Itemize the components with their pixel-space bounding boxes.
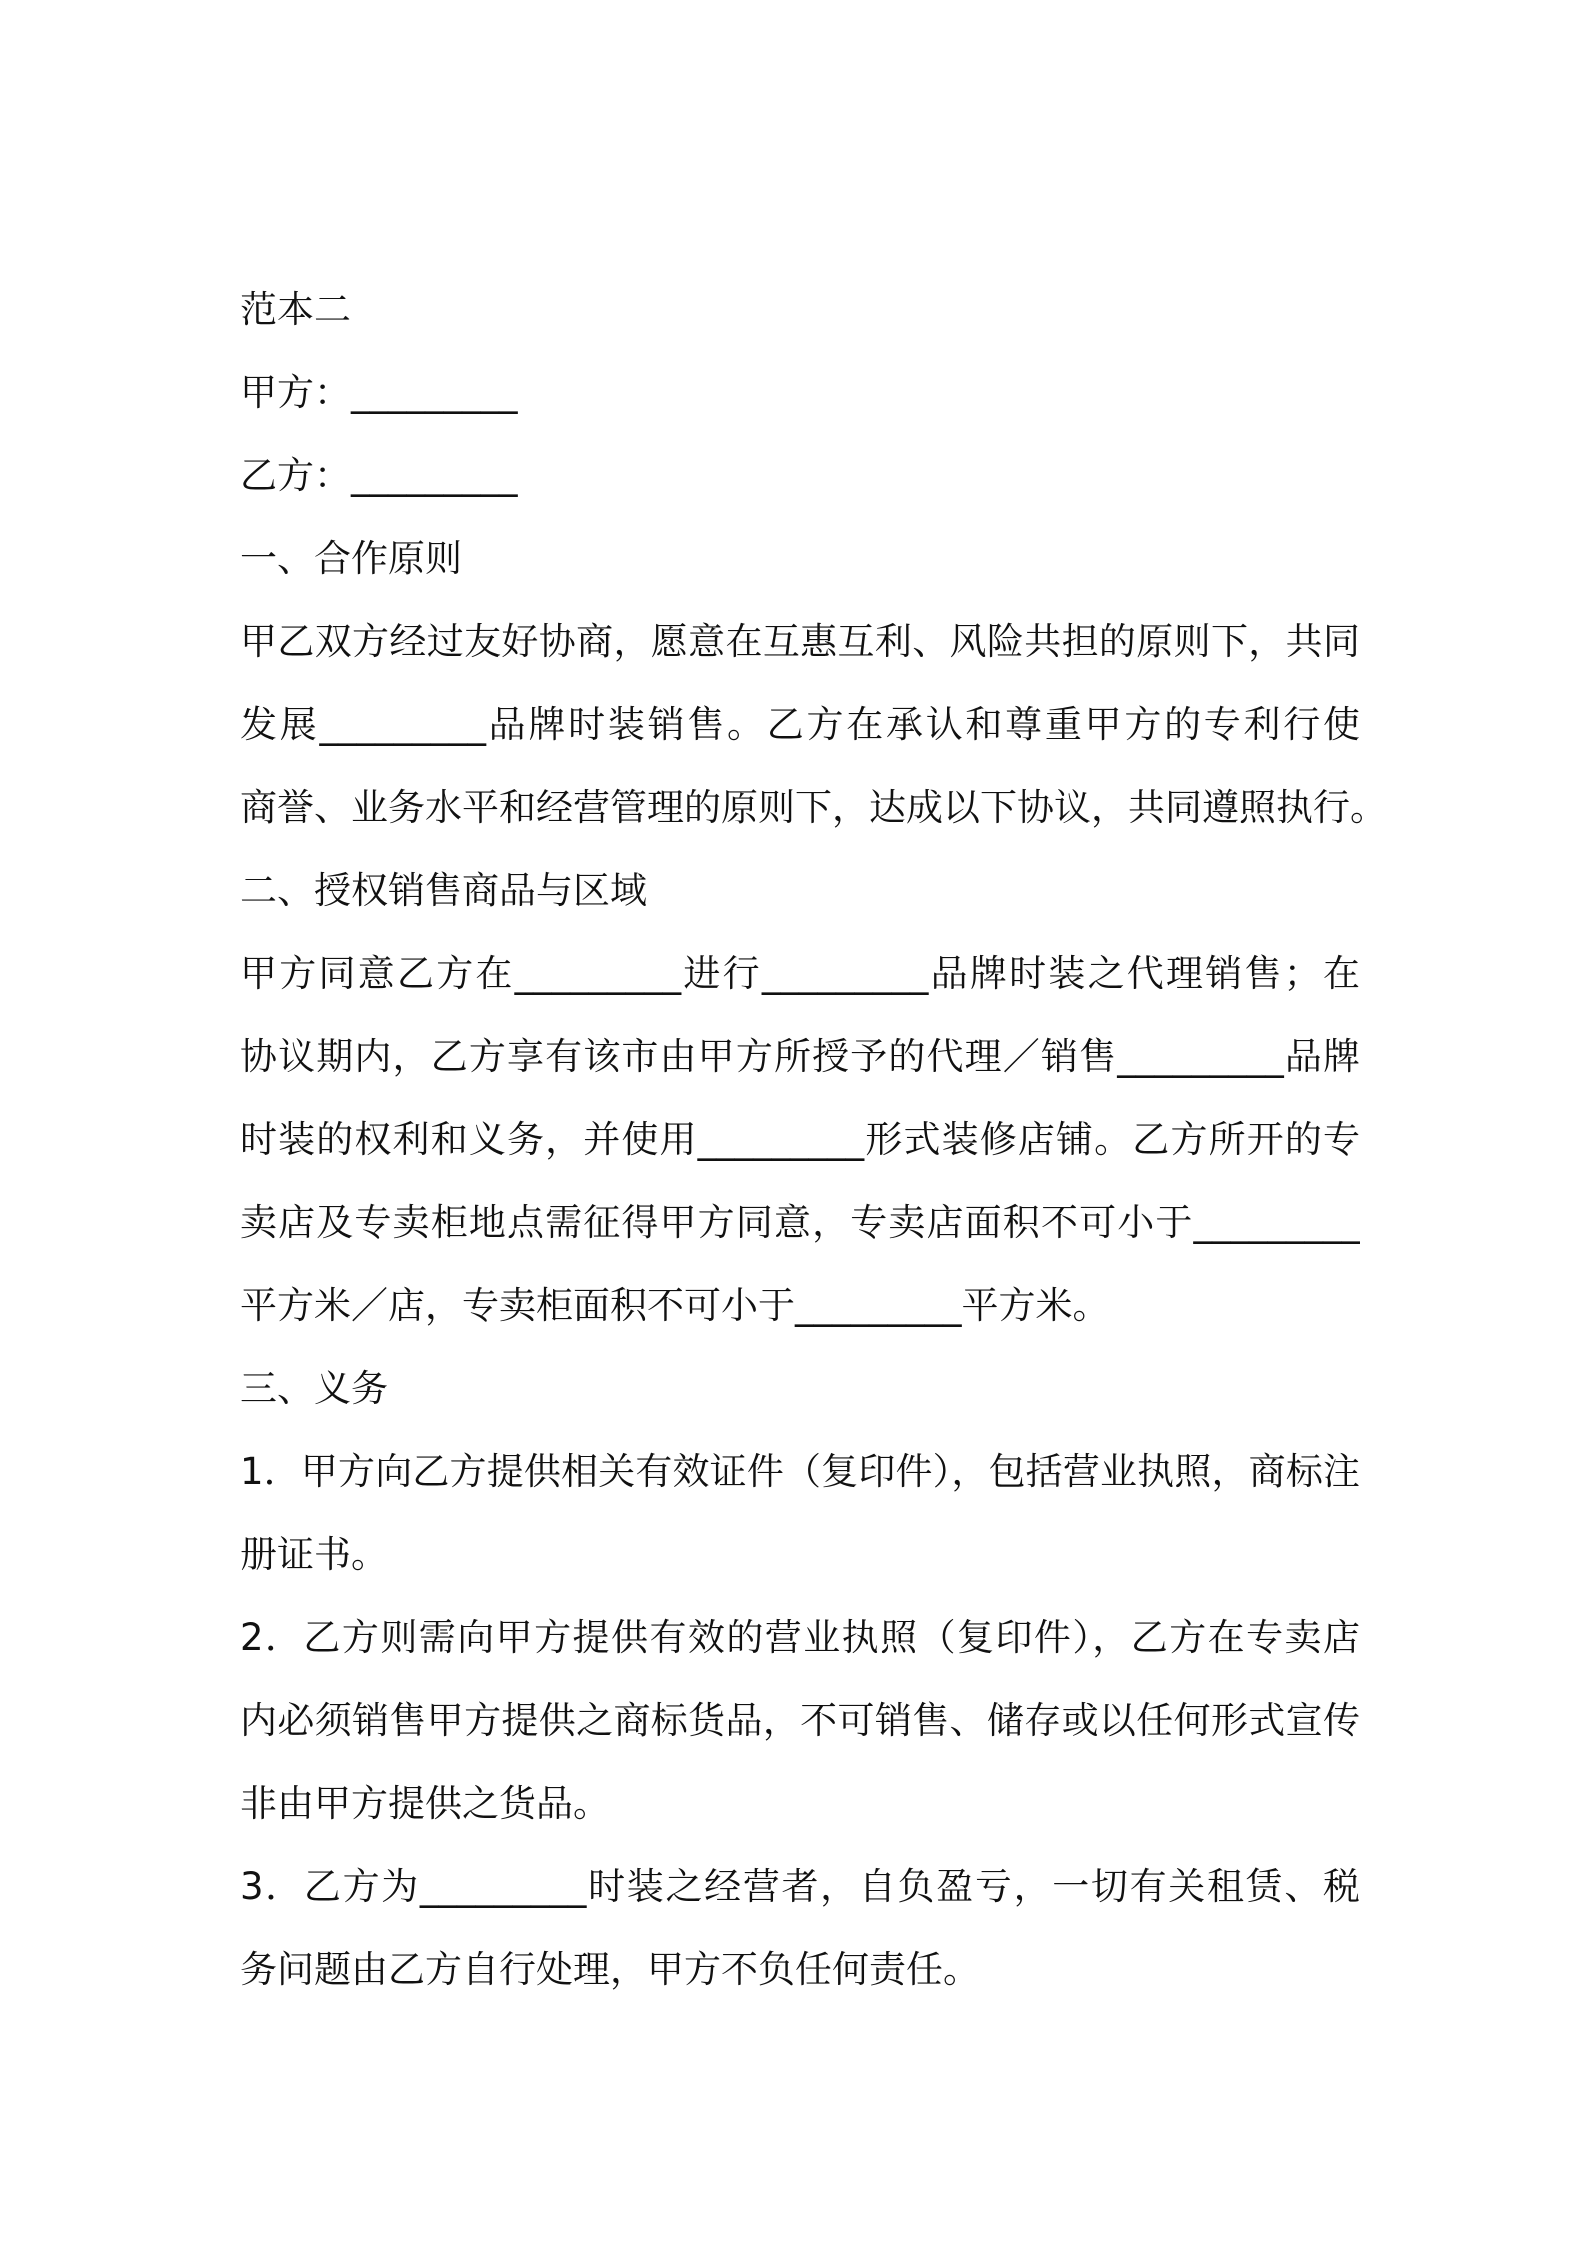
document-title: 范本二: [240, 288, 351, 331]
list-item-line: 务问题由乙方自行处理，甲方不负任何责任。: [240, 1948, 980, 1991]
paragraph-line: 发展_________品牌时装销售。乙方在承认和尊重甲方的专利行使: [240, 703, 1360, 746]
paragraph-line: 甲方同意乙方在_________进行_________品牌时装之代理销售；在: [240, 952, 1360, 995]
list-item-line: 2．乙方则需向甲方提供有效的营业执照（复印件），乙方在专卖店: [240, 1616, 1360, 1659]
paragraph-line: 商誉、业务水平和经营管理的原则下，达成以下协议，共同遵照执行。: [240, 786, 1387, 829]
paragraph-line: 平方米／店，专卖柜面积不可小于_________平方米。: [240, 1284, 1110, 1327]
list-item-line: 内必须销售甲方提供之商标货品，不可销售、储存或以任何形式宣传: [240, 1699, 1360, 1742]
paragraph-line: 卖店及专卖柜地点需征得甲方同意，专卖店面积不可小于_________: [240, 1201, 1360, 1244]
section-heading-2: 二、授权销售商品与区域: [240, 869, 647, 912]
party-b-line: 乙方：_________: [240, 454, 518, 497]
section-heading-1: 一、合作原则: [240, 537, 462, 580]
list-item-line: 1．甲方向乙方提供相关有效证件（复印件），包括营业执照，商标注: [240, 1450, 1360, 1493]
party-a-line: 甲方：_________: [240, 371, 518, 414]
document-body: [240, 268, 1387, 2011]
list-item-line: 3．乙方为_________时装之经营者，自负盈亏，一切有关租赁、税: [240, 1865, 1360, 1908]
section-heading-3: 三、义务: [240, 1367, 388, 1410]
list-item-line: 册证书。: [240, 1533, 388, 1576]
paragraph-line: 协议期内，乙方享有该市由甲方所授予的代理／销售_________品牌: [240, 1035, 1360, 1078]
paragraph-line: 甲乙双方经过友好协商，愿意在互惠互利、风险共担的原则下，共同: [240, 620, 1360, 663]
paragraph-line: 时装的权利和义务，并使用_________形式装修店铺。乙方所开的专: [240, 1118, 1360, 1161]
list-item-line: 非由甲方提供之货品。: [240, 1782, 610, 1825]
